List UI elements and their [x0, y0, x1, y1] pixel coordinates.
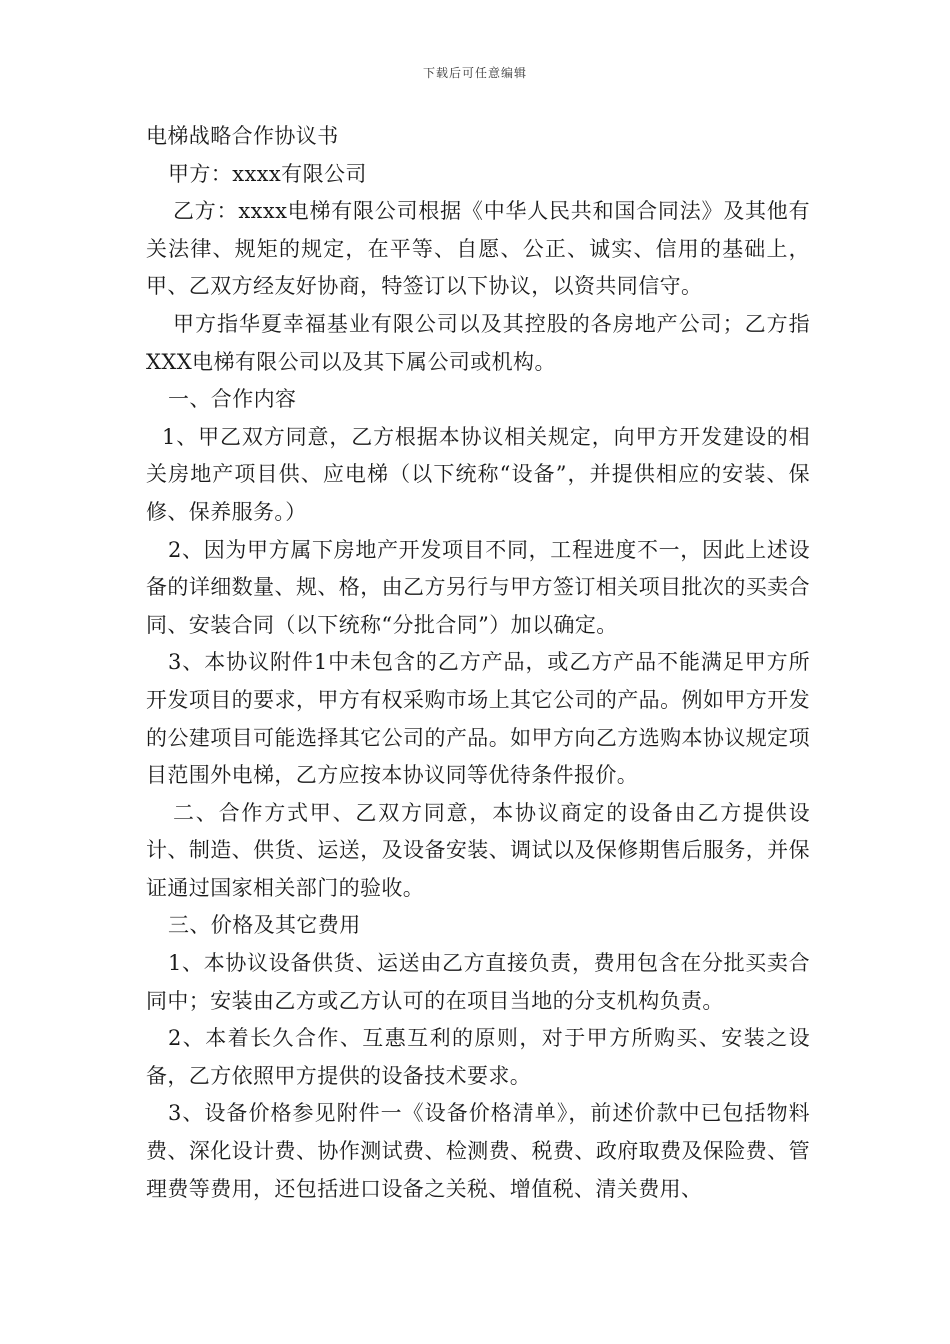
- clause-paragraph: 3、本协议附件1中未包含的乙方产品，或乙方产品不能满足甲方所开发项目的要求，甲方有权采购市场上其它公司的产品。例如甲方开发的公建项目可能选择其它公司的产品。如甲方向乙方选购本协议规定项目范围外电梯，乙方应按本协议同等优待条件报价。: [146, 650, 810, 788]
- clause-paragraph: 2、因为甲方属下房地产开发项目不同，工程进度不一，因此上述设备的详细数量、规、格，由乙方另行与甲方签订相关项目批次的买卖合同、安装合同（以下统称“分批合同”）加以确定。: [146, 537, 810, 637]
- clause-paragraph: 3、设备价格参见附件一《设备价格清单》，前述价款中已包括物料费、深化设计费、协作测试费、检测费、税费、政府取费及保险费、管理费等费用，还包括进口设备之关税、增值税、清关费用、: [146, 1101, 810, 1201]
- party-definition-paragraph: 甲方指华夏幸福基业有限公司以及其控股的各房地产公司；乙方指XXX电梯有限公司以及其下属公司或机构。: [146, 311, 810, 374]
- document-title: 电梯战略合作协议书: [146, 124, 339, 148]
- document-body: [146, 118, 810, 1208]
- party-a-paragraph: 甲方：xxxx有限公司: [168, 161, 367, 186]
- section-heading-price: 三、价格及其它费用: [168, 913, 361, 938]
- section-heading-cooperation-content: 一、合作内容: [168, 387, 297, 412]
- clause-paragraph: 1、甲乙双方同意，乙方根据本协议相关规定，向甲方开发建设的相关房地产项目供、应电梯（以下统称“设备”，并提供相应的安装、保修、保养服务。）: [146, 424, 810, 524]
- page-header: 下载后可任意编辑: [422, 66, 527, 80]
- clause-paragraph: 2、本着长久合作、互惠互利的原则，对于甲方所购买、安装之设备，乙方依照甲方提供的设备技术要求。: [146, 1026, 810, 1088]
- clause-paragraph: 1、本协议设备供货、运送由乙方直接负责，费用包含在分批买卖合同中；安装由乙方或乙方认可的在项目当地的分支机构负责。: [146, 951, 810, 1013]
- party-b-paragraph: 乙方：xxxx电梯有限公司根据《中华人民共和国合同法》及其他有关法律、规矩的规定，在平等、自愿、公正、诚实、信用的基础上，甲、乙双方经友好协商，特签订以下协议，以资共同信守。: [146, 199, 810, 299]
- section-paragraph-cooperation-method: 二、合作方式甲、乙双方同意，本协议商定的设备由乙方提供设计、制造、供货、运送，及设备安装、调试以及保修期售后服务，并保证通过国家相关部门的验收。: [146, 800, 810, 900]
